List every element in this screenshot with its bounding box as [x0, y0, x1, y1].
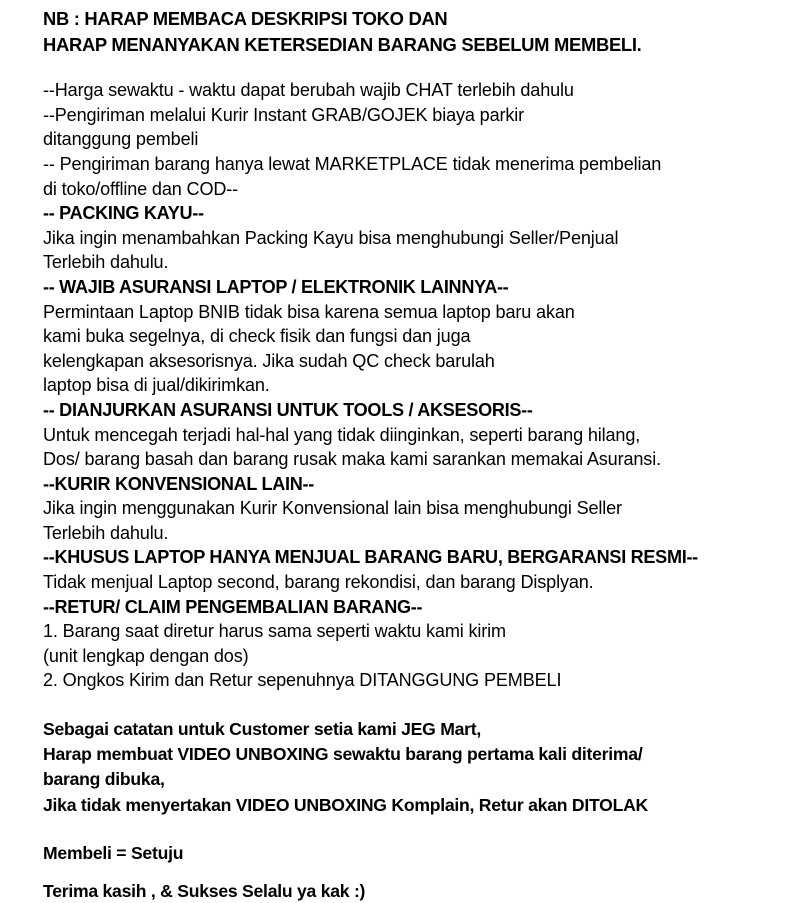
- body-line-courier-instant-cont: ditanggung pembeli: [43, 129, 199, 150]
- agreement-spacer: [43, 818, 800, 841]
- closing-statement: Terima kasih , & Sukses Selalu ya kak :): [43, 880, 366, 901]
- closing-spacer: [43, 865, 800, 879]
- body-line-courier-instant: --Pengiriman melalui Kurir Instant GRAB/GOJEK biaya parkir: [43, 104, 525, 125]
- body-line-kurir-konvensional-2: Terlebih dahulu.: [43, 522, 169, 543]
- note-line-3: barang dibuka,: [43, 769, 165, 790]
- section-heading-khusus-laptop: --KHUSUS LAPTOP HANYA MENJUAL BARANG BARU, BERGARANSI RESMI--: [43, 547, 698, 568]
- body-line-marketplace-only: -- Pengiriman barang hanya lewat MARKETPLACE tidak menerima pembelian: [43, 153, 662, 174]
- note-spacer: [43, 693, 800, 717]
- note-line-4: Jika tidak menyertakan VIDEO UNBOXING Komplain, Retur akan DITOLAK: [43, 794, 648, 815]
- body-line-packing-kayu-2: Terlebih dahulu.: [43, 252, 169, 273]
- note-line-1: Sebagai catatan untuk Customer setia kami JEG Mart,: [43, 719, 481, 740]
- note-line-2: Harap membuat VIDEO UNBOXING sewaktu barang pertama kali diterima/: [43, 744, 643, 765]
- section-heading-asuransi-tools: -- DIANJURKAN ASURANSI UNTUK TOOLS / AKSESORIS--: [43, 399, 533, 420]
- section-heading-kurir-konvensional: --KURIR KONVENSIONAL LAIN--: [43, 473, 315, 494]
- body-line-retur-item-1: 1. Barang saat diretur harus sama seperti waktu kami kirim: [43, 621, 506, 642]
- body-line-bnib-4: laptop bisa di jual/dikirimkan.: [43, 375, 270, 396]
- section-heading-asuransi-laptop: -- WAJIB ASURANSI LAPTOP / ELEKTRONIK LAINNYA--: [43, 276, 509, 297]
- body-line-kurir-konvensional-1: Jika ingin menggunakan Kurir Konvensional lain bisa menghubungi Seller: [43, 498, 622, 519]
- agreement-statement: Membeli = Setuju: [43, 842, 184, 863]
- body-line-retur-item-1-cont: (unit lengkap dengan dos): [43, 645, 249, 666]
- body-line-packing-kayu-1: Jika ingin menambahkan Packing Kayu bisa menghubungi Seller/Penjual: [43, 227, 619, 248]
- body-line-marketplace-only-cont: di toko/offline dan COD--: [43, 178, 239, 199]
- body-line-khusus-laptop-1: Tidak menjual Laptop second, barang rekondisi, dan barang Displyan.: [43, 572, 594, 593]
- body-line-asuransi-tools-2: Dos/ barang basah dan barang rusak maka kami sarankan memakai Asuransi.: [43, 449, 661, 470]
- customer-note: [43, 717, 800, 818]
- body-line-shipping-price: --Harga sewaktu - waktu dapat berubah wajib CHAT terlebih dahulu: [43, 80, 574, 101]
- notice-title: [43, 6, 800, 57]
- section-heading-retur-claim: --RETUR/ CLAIM PENGEMBALIAN BARANG--: [43, 596, 423, 617]
- body-line-bnib-3: kelengkapan aksesorisnya. Jika sudah QC check barulah: [43, 350, 495, 371]
- notice-body: [43, 78, 800, 693]
- title-line-2: HARAP MENANYAKAN KETERSEDIAN BARANG SEBELUM MEMBELI.: [43, 33, 642, 55]
- title-spacer: [43, 57, 800, 78]
- body-line-bnib-2: kami buka segelnya, di check fisik dan fungsi dan juga: [43, 326, 471, 347]
- title-line-1: NB : HARAP MEMBACA DESKRIPSI TOKO DAN: [43, 8, 448, 29]
- body-line-retur-item-2: 2. Ongkos Kirim dan Retur sepenuhnya DITANGGUNG PEMBELI: [43, 670, 562, 691]
- body-line-bnib-1: Permintaan Laptop BNIB tidak bisa karena semua laptop baru akan: [43, 301, 575, 322]
- section-heading-packing-kayu: -- PACKING KAYU--: [43, 203, 204, 224]
- body-line-asuransi-tools-1: Untuk mencegah terjadi hal-hal yang tidak diinginkan, seperti barang hilang,: [43, 424, 641, 445]
